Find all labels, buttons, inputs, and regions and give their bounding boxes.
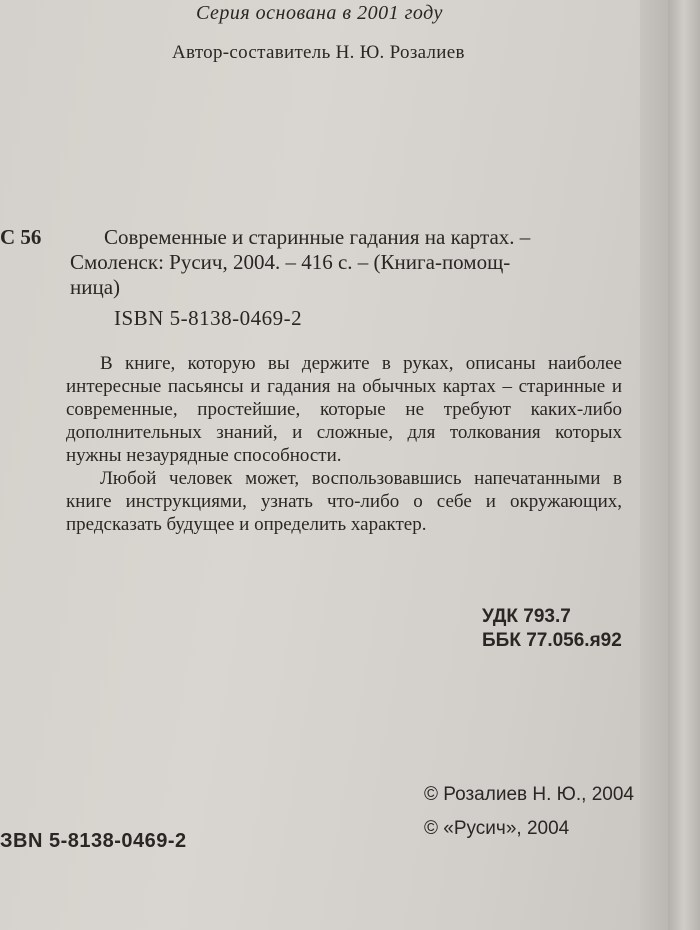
udk-code: УДК 793.7: [482, 606, 571, 627]
copyright-author: © Розалиев Н. Ю., 2004: [424, 784, 634, 805]
biblio-line-1: Современные и старинные гадания на картах. –: [104, 225, 531, 249]
annotation-paragraph-1: В книге, которую вы держите в руках, описаны наиболее интересные пасьянсы и гадания на обычных картах – старинные и современные, простейшие, которые не требуют каких-либо дополнительных знаний, и сложные, для толкования которых нужны незаурядные способности.: [66, 353, 622, 466]
biblio-line-3: ница): [70, 275, 121, 299]
isbn-bottom: ЗBN 5-8138-0469-2: [0, 830, 187, 852]
copyright-publisher: © «Русич», 2004: [424, 818, 570, 839]
series-note: Серия основана в 2001 году: [196, 2, 443, 24]
author-compiler: Автор-составитель Н. Ю. Розалиев: [172, 42, 465, 63]
isbn: ISBN 5-8138-0469-2: [114, 306, 303, 330]
bbk-code: ББК 77.056.я92: [482, 630, 622, 651]
biblio-line-2: Смоленск: Русич, 2004. – 416 с. – (Книга-помощ-: [70, 250, 511, 274]
catalog-code: С 56: [0, 225, 42, 249]
bibliographic-description: [70, 225, 640, 300]
next-page-edge: [668, 0, 700, 930]
annotation: [66, 352, 622, 536]
annotation-paragraph-2: Любой человек может, воспользовавшись напечатанными в книге инструкциями, узнать что-либо о себе и окружающих, предсказать будущее и определить характер.: [66, 468, 622, 535]
